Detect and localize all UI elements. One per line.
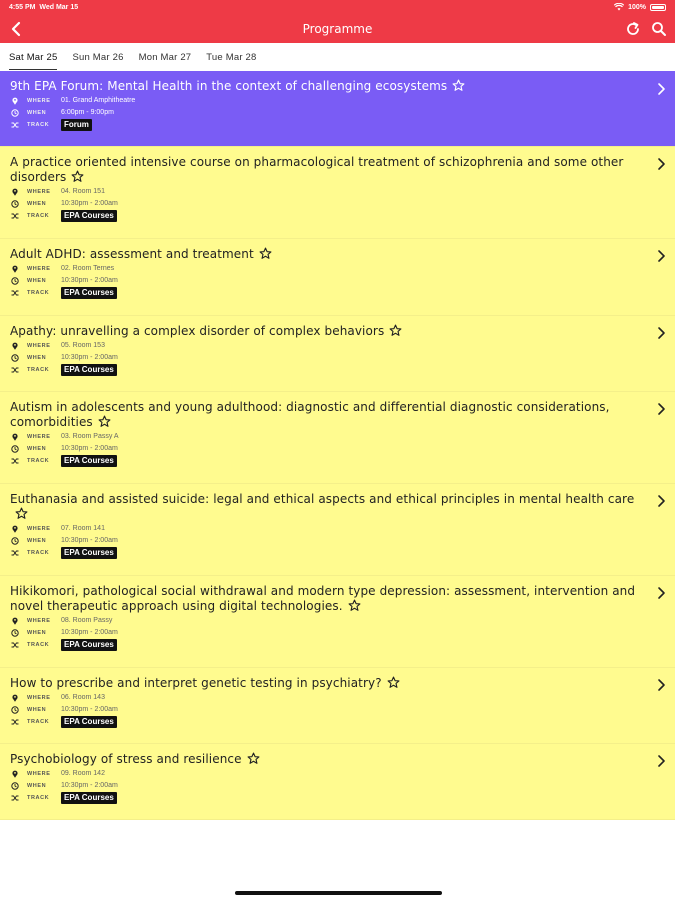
chevron-right-icon[interactable] [656,249,666,263]
session-title: How to prescribe and interpret genetic testing in psychiatry? [10,676,382,690]
when-row [10,443,645,455]
when-row [10,704,645,716]
when-value: 10:30pm - 2:00am [61,445,118,452]
shuffle-icon [11,549,19,557]
where-label: WHERE [27,771,51,777]
chevron-right-icon[interactable] [656,754,666,768]
battery-icon [650,4,666,11]
track-label: TRACK [27,795,50,801]
session-title-row [10,155,645,185]
when-value: 6:00pm - 9:00pm [61,109,114,116]
track-row [10,547,645,559]
session-title-row [10,676,645,691]
where-label: WHERE [27,266,51,272]
session-title: A practice oriented intensive course on pharmacological treatment of schizophrenia and some other disorders [10,155,624,184]
session-list [0,71,675,820]
track-row [10,716,645,728]
track-badge: EPA Courses [61,455,117,467]
tab-sat-mar-25[interactable]: Sat Mar 25 [9,52,57,70]
clock-icon [11,354,19,362]
where-row [10,523,645,535]
where-value: 02. Room Ternes [61,265,115,272]
home-indicator[interactable] [235,891,442,895]
clock-icon [11,782,19,790]
shuffle-icon [11,212,19,220]
when-row [10,352,645,364]
status-right [614,3,666,11]
when-label: WHEN [27,630,47,636]
status-time: 4:55 PM Wed Mar 15 [9,4,79,11]
track-label: TRACK [27,290,50,296]
star-icon[interactable] [452,79,465,92]
track-badge: EPA Courses [61,287,117,299]
when-value: 10:30pm - 2:00am [61,706,118,713]
date-tabs [0,43,675,70]
where-label: WHERE [27,343,51,349]
location-pin-icon [11,770,19,778]
track-label: TRACK [27,550,50,556]
track-label: TRACK [27,458,50,464]
where-row [10,95,645,107]
track-badge: Forum [61,119,92,131]
where-label: WHERE [27,526,51,532]
tab-mon-mar-27[interactable]: Mon Mar 27 [138,52,192,63]
location-pin-icon [11,97,19,105]
star-icon[interactable] [259,247,272,260]
clock-icon [11,537,19,545]
chevron-right-icon[interactable] [656,402,666,416]
track-label: TRACK [27,367,50,373]
session-title-row [10,400,645,430]
where-label: WHERE [27,695,51,701]
clock-icon [11,277,19,285]
session-title: Adult ADHD: assessment and treatment [10,247,254,261]
where-value: 07. Room 141 [61,525,105,532]
track-label: TRACK [27,122,50,128]
track-row [10,210,645,222]
session-title-row [10,247,645,262]
track-row [10,455,645,467]
session-item[interactable] [0,668,675,744]
session-item[interactable] [0,576,675,668]
chevron-right-icon[interactable] [656,586,666,600]
track-row [10,119,645,131]
tab-tue-mar-28[interactable]: Tue Mar 28 [206,52,257,63]
when-row [10,198,645,210]
when-row [10,535,645,547]
where-row [10,692,645,704]
session-item[interactable] [0,392,675,484]
star-icon[interactable] [387,676,400,689]
where-value: 06. Room 143 [61,694,105,701]
when-value: 10:30pm - 2:00am [61,200,118,207]
track-badge: EPA Courses [61,792,117,804]
when-row [10,107,645,119]
shuffle-icon [11,366,19,374]
star-icon[interactable] [98,415,111,428]
session-title: 9th EPA Forum: Mental Health in the context of challenging ecosystems [10,79,448,93]
session-title: Psychobiology of stress and resilience [10,752,242,766]
session-title-row [10,324,645,339]
where-value: 04. Room 151 [61,188,105,195]
location-pin-icon [11,265,19,273]
session-item[interactable] [0,744,675,820]
battery-percent: 100% [628,3,646,11]
track-label: TRACK [27,213,50,219]
refresh-icon[interactable] [625,21,641,37]
chevron-right-icon[interactable] [656,326,666,340]
where-row [10,340,645,352]
when-label: WHEN [27,538,47,544]
page-title: Programme [302,22,373,36]
clock-icon [11,200,19,208]
session-title: Euthanasia and assisted suicide: legal and ethical aspects and ethical principles in mental health care [10,492,635,506]
status-bar [0,0,675,16]
session-title: Hikikomori, pathological social withdrawal and modern type depression: assessment, intervention and novel therapeutic approach using digital technologies. [10,584,636,613]
where-label: WHERE [27,434,51,440]
when-value: 10:30pm - 2:00am [61,277,118,284]
star-icon[interactable] [389,324,402,337]
session-title-row [10,752,645,767]
when-row [10,627,645,639]
clock-icon [11,629,19,637]
track-label: TRACK [27,642,50,648]
where-value: 05. Room 153 [61,342,105,349]
chevron-right-icon[interactable] [656,157,666,171]
star-icon[interactable] [15,507,28,520]
when-label: WHEN [27,201,47,207]
track-badge: EPA Courses [61,716,117,728]
nav-bar [0,16,675,43]
when-label: WHEN [27,278,47,284]
tab-sun-mar-26[interactable]: Sun Mar 26 [72,52,124,63]
wifi-icon [614,3,624,11]
track-row [10,792,645,804]
chevron-right-icon[interactable] [656,494,666,508]
location-pin-icon [11,342,19,350]
where-label: WHERE [27,618,51,624]
when-value: 10:30pm - 2:00am [61,354,118,361]
shuffle-icon [11,289,19,297]
when-label: WHEN [27,707,47,713]
clock-icon [11,445,19,453]
session-item[interactable] [0,316,675,392]
shuffle-icon [11,457,19,465]
session-title: Autism in adolescents and young adulthood: diagnostic and differential diagnostic considerations, comorbidities [10,400,610,429]
when-label: WHEN [27,110,47,116]
track-label: TRACK [27,719,50,725]
where-label: WHERE [27,98,51,104]
session-title-row [10,584,645,614]
where-row [10,431,645,443]
session-title-row [10,492,645,522]
clock-icon [11,109,19,117]
session-title: Apathy: unravelling a complex disorder of complex behaviors [10,324,385,338]
clock-icon [11,706,19,714]
track-badge: EPA Courses [61,364,117,376]
when-value: 10:30pm - 2:00am [61,782,118,789]
where-value: 08. Room Passy [61,617,113,624]
track-badge: EPA Courses [61,210,117,222]
session-item[interactable] [0,147,675,239]
where-row [10,263,645,275]
shuffle-icon [11,794,19,802]
where-row [10,615,645,627]
where-label: WHERE [27,189,51,195]
session-item[interactable] [0,239,675,316]
where-row [10,186,645,198]
session-title-row [10,79,645,94]
shuffle-icon [11,718,19,726]
when-row [10,275,645,287]
when-label: WHEN [27,446,47,452]
track-badge: EPA Courses [61,547,117,559]
chevron-right-icon[interactable] [656,678,666,692]
shuffle-icon [11,641,19,649]
location-pin-icon [11,525,19,533]
where-value: 01. Grand Amphitheatre [61,97,136,104]
track-row [10,639,645,651]
track-row [10,364,645,376]
where-value: 09. Room 142 [61,770,105,777]
session-item[interactable] [0,484,675,576]
location-pin-icon [11,188,19,196]
location-pin-icon [11,617,19,625]
star-icon[interactable] [71,170,84,183]
track-row [10,287,645,299]
shuffle-icon [11,121,19,129]
star-icon[interactable] [247,752,260,765]
star-icon[interactable] [348,599,361,612]
track-badge: EPA Courses [61,639,117,651]
when-value: 10:30pm - 2:00am [61,537,118,544]
when-value: 10:30pm - 2:00am [61,629,118,636]
search-icon[interactable] [651,21,667,37]
location-pin-icon [11,433,19,441]
when-label: WHEN [27,783,47,789]
chevron-right-icon[interactable] [656,82,666,96]
where-value: 03. Room Passy A [61,433,119,440]
when-label: WHEN [27,355,47,361]
where-row [10,768,645,780]
when-row [10,780,645,792]
session-item[interactable] [0,71,675,147]
location-pin-icon [11,694,19,702]
